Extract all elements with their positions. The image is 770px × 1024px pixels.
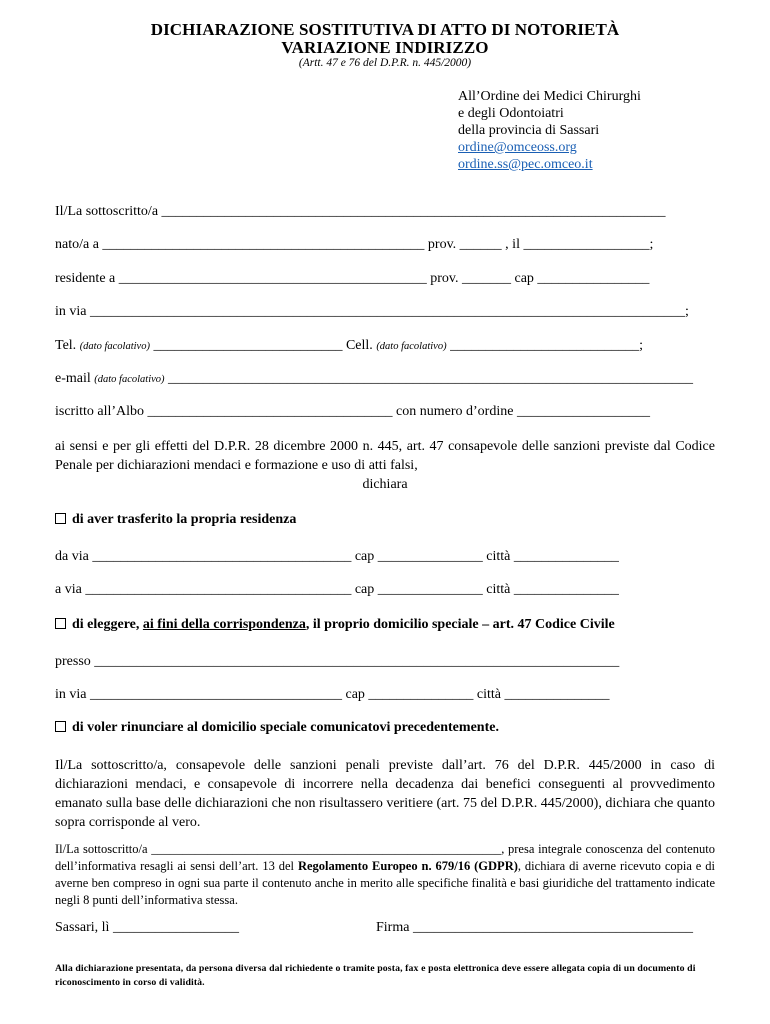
field-place-date[interactable]: Sassari, lì __________________ [55,920,239,935]
option-domicile-label-pre: di eleggere, [72,617,140,632]
declaration-intro: ai sensi e per gli effetti del D.P.R. 28 dicembre 2000 n. 445, art. 47 consapevole delle sanzioni previste dal Codice Penale per dichiarazioni mendaci e formazione e uso di atti falsi, [55,439,715,473]
responsibility-paragraph: Il/La sottoscritto/a, consapevole delle sanzioni penali previste dall’art. 76 del D.P.R. 445/2000 in caso di dichiarazioni mendaci, e consapevole di incorrere nella decadenza dai benefici conseguenti al provvedimento emanato sulla base delle dichiarazioni che non risultassero veritiere (art. 75 del D.P.R. 445/2000), dichiara che quanto sopra corrisponde al vero. [55,758,715,830]
tel-blank[interactable]: ___________________________ [153,338,343,353]
option-domicile[interactable] [55,617,615,633]
email-optional-note: (dato facolativo) [94,374,165,385]
field-domicile-via[interactable]: in via ____________________________________ cap _______________ città _______________ [55,687,610,702]
option-residence-label: di aver trasferito la propria residenza [72,512,297,527]
field-presso[interactable]: presso ___________________________________________________________________________ [55,654,620,669]
cell-optional-note: (dato facolativo) [376,341,447,352]
option-renounce[interactable] [55,720,499,736]
tel-optional-note: (dato facolativo) [79,341,150,352]
cell-blank[interactable]: ___________________________; [450,338,643,353]
field-nato-a[interactable]: nato/a a ______________________________________________ prov. ______ , il __________________; [55,237,654,252]
field-da-via[interactable]: da via _____________________________________ cap _______________ città _______________ [55,549,619,564]
dichiara-label: dichiara [362,477,408,492]
tel-label: Tel. [55,338,77,353]
email-label: e-mail [55,371,91,386]
privacy-text-part1: Il/La sottoscritto/a ________________________________________________________, presa integrale conoscenza del contenuto dell’informativa resagli ai sensi dell’art. 13 del [55,842,715,873]
field-in-via[interactable]: in via _____________________________________________________________________________________; [55,304,689,319]
footer-note: Alla dichiarazione presentata, da persona diversa dal richiedente o tramite posta, fax e posta elettronica deve essere allegata copia di un documento di riconoscimento in corso di validità. [55,963,696,988]
field-tel-cell[interactable] [55,338,643,354]
privacy-text-part2: , dichiara di averne ricevuto copia e di averne ben compreso in ogni sua parte il contenuto anche in merito alle specifiche finalità e basi giuridiche del trattamento indicate negli 8 punti dell’informativa stessa. [55,859,715,907]
recipient-block [458,88,641,173]
field-email[interactable] [55,371,693,387]
recipient-line3: della provincia di Sassari [458,123,600,138]
field-signature[interactable]: Firma ________________________________________ [376,920,693,935]
privacy-regulation: Regolamento Europeo n. 679/16 (GDPR) [297,859,518,873]
field-residente-a[interactable]: residente a ____________________________________________ prov. _______ cap ________________ [55,271,650,286]
document-subtitle: (Artt. 47 e 76 del D.P.R. n. 445/2000) [298,57,472,69]
option-renounce-label: di voler rinunciare al domicilio speciale comunicatovi precedentemente. [72,720,499,735]
recipient-line2: e degli Odontoiatri [458,106,564,121]
email-link-pec[interactable]: ordine.ss@pec.omceo.it [458,157,593,172]
option-domicile-label-post: , il proprio domicilio speciale – art. 47 Codice Civile [305,617,615,632]
option-residence[interactable] [55,512,296,528]
field-albo[interactable]: iscritto all’Albo ___________________________________ con numero d’ordine ___________________ [55,404,650,419]
document-title-line2: VARIAZIONE INDIRIZZO [281,38,489,57]
recipient-line1: All’Ordine dei Medici Chirurghi [458,89,641,104]
cell-label: Cell. [345,338,373,353]
field-sottoscritto[interactable]: Il/La sottoscritto/a ________________________________________________________________________ [55,204,666,219]
checkbox-renounce[interactable] [55,721,66,732]
document-title: DICHIARAZIONE SOSTITUTIVA DI ATTO DI NOTORIETÀ [150,20,620,39]
option-domicile-label-underlined: ai fini della corrispondenza [142,617,306,632]
email-blank[interactable]: ___________________________________________________________________________ [168,371,694,386]
checkbox-residence[interactable] [55,513,66,524]
field-a-via[interactable]: a via ______________________________________ cap _______________ città _______________ [55,582,619,597]
checkbox-domicile[interactable] [55,618,66,629]
email-link-ordine[interactable]: ordine@omceoss.org [458,140,577,155]
privacy-paragraph [55,841,715,909]
